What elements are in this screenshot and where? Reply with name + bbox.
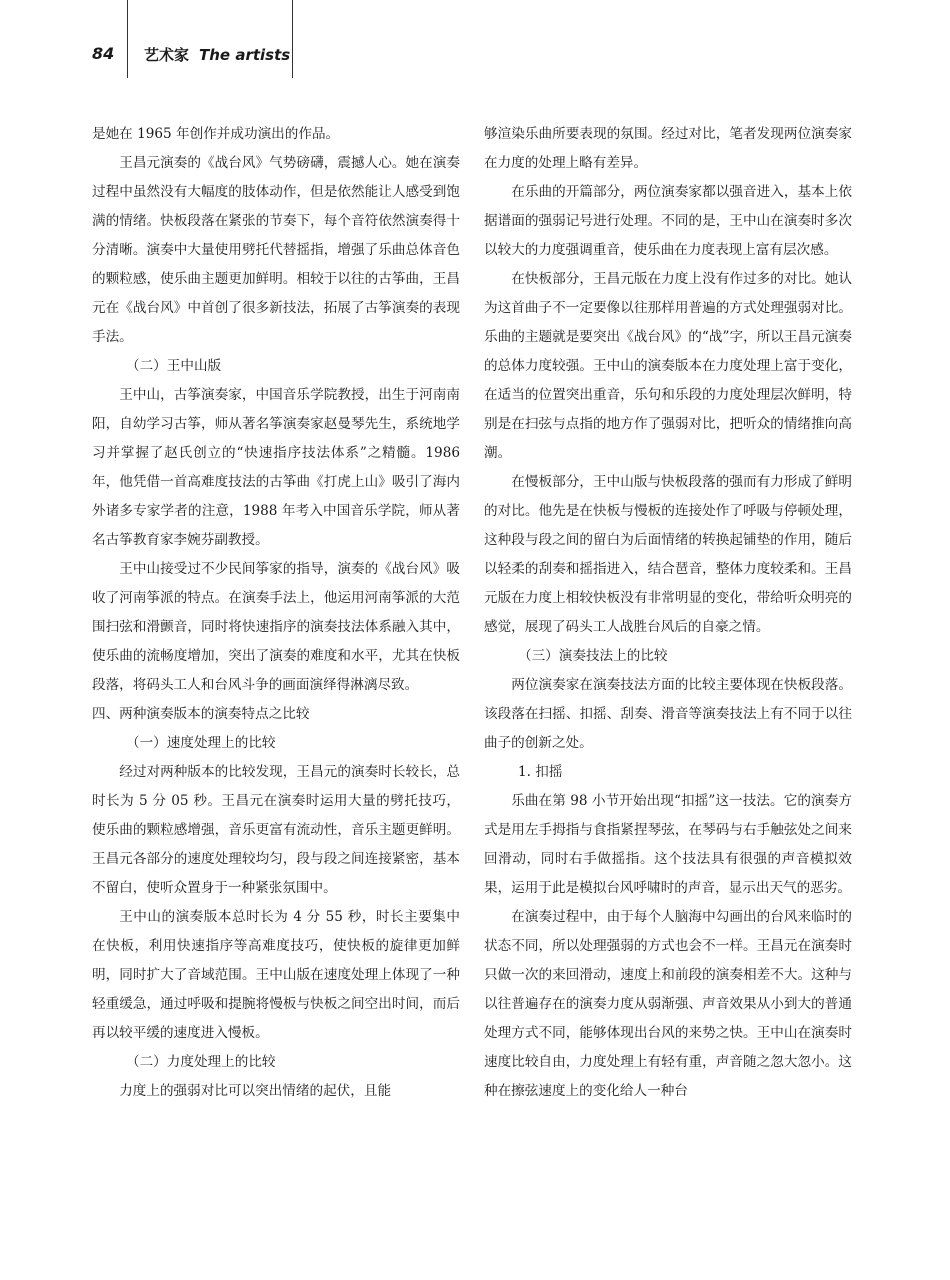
- header-rule-right: [292, 0, 293, 78]
- header-rule-left: [127, 0, 128, 78]
- journal-title-en: The artists: [199, 46, 291, 64]
- paragraph: 在乐曲的开篇部分，两位演奏家都以强音进入，基本上依据谱面的强弱记号进行处理。不同的是，王中山在演奏时多次以较大的力度强调重音，使乐曲在力度表现上富有层次感。: [484, 184, 852, 258]
- paragraph: 在演奏过程中，由于每个人脑海中勾画出的台风来临时的状态不同，所以处理强弱的方式也会不一样。王昌元在演奏时只做一次的来回滑动，速度上和前段的演奏相差不大。这种与以往普遍存在的演奏力度从弱渐强、声音效果从小到大的普通处理方式不同，能够体现出台风的来势之快。王中山在演奏时速度比较自由，力度处理上有轻有重，声音随之忽大忽小。这种在擦弦速度上的变化给人一种台: [484, 909, 852, 1099]
- section-heading: 四、两种演奏版本的演奏特点之比较: [92, 706, 310, 722]
- paragraph: 乐曲在第 98 小节开始出现“扣摇”这一技法。它的演奏方式是用左手拇指与食指紧捏琴弦，在琴码与右手触弦处之间来回滑动，同时右手做摇指。这个技法具有很强的声音模拟效果，运用于此是模拟台风呼啸时的声音，显示出天气的恶劣。: [484, 793, 852, 896]
- section-subheading: （一）速度处理上的比较: [126, 735, 276, 751]
- paragraph: 是她在 1965 年创作并成功演出的作品。: [92, 126, 340, 142]
- journal-title-cn: 艺术家: [144, 46, 190, 64]
- section-subheading: （二）力度处理上的比较: [126, 1054, 276, 1070]
- paragraph: 王昌元演奏的《战台风》气势磅礴，震撼人心。她在演奏过程中虽然没有大幅度的肢体动作，但是依然能让人感受到饱满的情绪。快板段落在紧张的节奏下，每个音符依然演奏得十分清晰。演奏中大量使用劈托代替摇指，增强了乐曲总体音色的颗粒感，使乐曲主题更加鲜明。相较于以往的古筝曲，王昌元在《战台风》中首创了很多新技法，拓展了古筝演奏的表现手法。: [92, 155, 460, 345]
- section-subheading: 1. 扣摇: [518, 764, 563, 780]
- paragraph: 两位演奏家在演奏技法方面的比较主要体现在快板段落。该段落在扫摇、扣摇、刮奏、滑音等演奏技法上有不同于以往曲子的创新之处。: [484, 677, 852, 751]
- page-number: 84: [92, 44, 115, 63]
- section-subheading: （二）王中山版: [126, 358, 222, 374]
- left-column: [92, 120, 460, 1106]
- right-column: [484, 120, 852, 1106]
- journal-title: [144, 44, 290, 65]
- paragraph: 王中山的演奏版本总时长为 4 分 55 秒，时长主要集中在快板，利用快速指序等高难度技巧，使快板的旋律更加鲜明，同时扩大了音域范围。王中山版在速度处理上体现了一种轻重缓急，通过呼吸和提腕将慢板与快板之间空出时间，而后再以较平缓的速度进入慢板。: [92, 909, 460, 1041]
- paragraph: 在快板部分，王昌元版在力度上没有作过多的对比。她认为这首曲子不一定要像以往那样用普遍的方式处理强弱对比。乐曲的主题就是要突出《战台风》的“战”字，所以王昌元演奏的总体力度较强。王中山的演奏版本在力度处理上富于变化，在适当的位置突出重音，乐句和乐段的力度处理层次鲜明，特别是在扫弦与点指的地方作了强弱对比，把听众的情绪推向高潮。: [484, 271, 852, 461]
- paragraph: 力度上的强弱对比可以突出情绪的起伏，且能: [119, 1083, 392, 1099]
- paragraph: 够渲染乐曲所要表现的氛围。经过对比，笔者发现两位演奏家在力度的处理上略有差异。: [484, 126, 852, 171]
- paragraph: 经过对两种版本的比较发现，王昌元的演奏时长较长，总时长为 5 分 05 秒。王昌元在演奏时运用大量的劈托技巧，使乐曲的颗粒感增强，音乐更富有流动性，音乐主题更鲜明。王昌元各部分的速度处理较均匀，段与段之间连接紧密，基本不留白，使听众置身于一种紧张氛围中。: [92, 764, 460, 896]
- paragraph: 王中山接受过不少民间筝家的指导，演奏的《战台风》吸收了河南筝派的特点。在演奏手法上，他运用河南筝派的大范围扫弦和滑颤音，同时将快速指序的演奏技法体系融入其中，使乐曲的流畅度增加，突出了演奏的难度和水平，尤其在快板段落，将码头工人和台风斗争的画面演绎得淋漓尽致。: [92, 561, 460, 693]
- paragraph: 在慢板部分，王中山版与快板段落的强而有力形成了鲜明的对比。他先是在快板与慢板的连接处作了呼吸与停顿处理，这种段与段之间的留白为后面情绪的转换起铺垫的作用，随后以轻柔的刮奏和摇指进入，结合琶音，整体力度较柔和。王昌元版在力度上相较快板没有非常明显的变化，带给听众明亮的感觉，展现了码头工人战胜台风后的自豪之情。: [484, 474, 852, 635]
- paragraph: 王中山，古筝演奏家，中国音乐学院教授，出生于河南南阳，自幼学习古筝，师从著名筝演奏家赵曼琴先生，系统地学习并掌握了赵氏创立的“快速指序技法体系”之精髓。1986 年，他凭借一首高难度技法的古筝曲《打虎上山》吸引了海内外诸多专家学者的注意，1988 年考入中国音乐学院，师从著名古筝教育家李婉芬副教授。: [92, 387, 460, 548]
- section-subheading: （三）演奏技法上的比较: [518, 648, 668, 664]
